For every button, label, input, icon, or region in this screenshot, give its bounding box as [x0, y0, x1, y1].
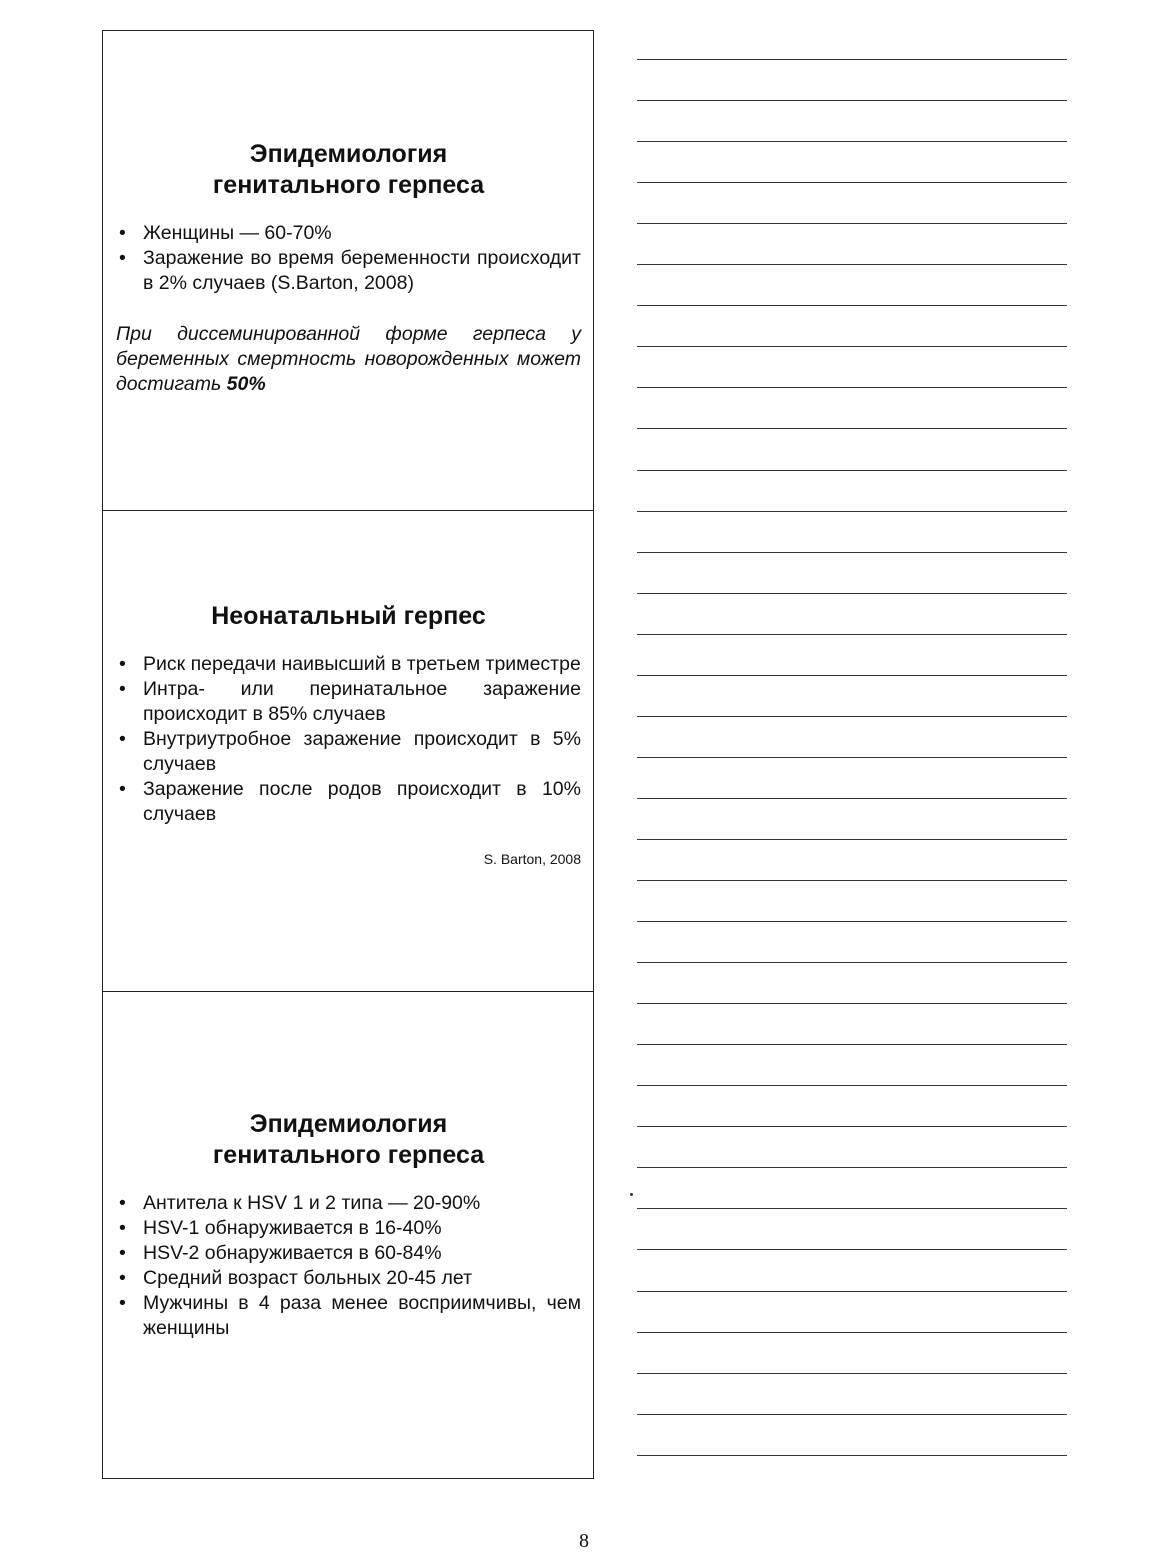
note-line [637, 1249, 1067, 1250]
slide-title-line-1: Неонатальный герпес [211, 602, 486, 630]
slide-title [116, 1109, 581, 1171]
bullet-item: • Мужчины в 4 раза менее восприимчивы, чем женщины [116, 1291, 581, 1341]
page-number: 8 [579, 1530, 589, 1552]
note-line [637, 59, 1067, 60]
note-line [637, 552, 1067, 553]
note-line [637, 346, 1067, 347]
slide-title-line-1: Эпидемиология [249, 140, 448, 168]
notes-lines-area [637, 0, 1067, 1500]
note-line [637, 962, 1067, 963]
note-line [637, 675, 1067, 676]
bullet-list [116, 1191, 581, 1341]
slide-title-line-2: генитального герпеса [212, 171, 485, 199]
bullet-item: • HSV-2 обнаруживается в 60-84% [116, 1241, 581, 1266]
bullet-item: • Заражение после родов происходит в 10% случаев [116, 777, 581, 827]
italic-note-emphasis: 50% [226, 373, 266, 395]
note-line [637, 223, 1067, 224]
note-line [637, 100, 1067, 101]
slide-genital-herpes-epidemiology-1 [103, 31, 593, 510]
note-line [637, 470, 1067, 471]
note-line [637, 1455, 1067, 1456]
note-line [637, 798, 1067, 799]
note-line [637, 1126, 1067, 1127]
citation: S. Barton, 2008 [483, 851, 581, 867]
note-line [637, 1044, 1067, 1045]
note-line [637, 1003, 1067, 1004]
note-line [637, 880, 1067, 881]
slide-title [116, 601, 581, 632]
note-line [637, 305, 1067, 306]
note-line [637, 1167, 1067, 1168]
bullet-item: • Средний возраст больных 20-45 лет [116, 1266, 581, 1291]
slide-title [116, 139, 581, 201]
slide-genital-herpes-epidemiology-2 [103, 991, 593, 1478]
bullet-item: • HSV-1 обнаруживается в 16-40% [116, 1216, 581, 1241]
slide-title-line-2: генитального герпеса [212, 1141, 485, 1169]
print-speck [630, 1193, 633, 1196]
note-line [637, 1373, 1067, 1374]
note-line [637, 716, 1067, 717]
note-line [637, 757, 1067, 758]
note-line [637, 1291, 1067, 1292]
note-line [637, 182, 1067, 183]
note-line [637, 921, 1067, 922]
slides-panel [102, 30, 594, 1479]
note-line [637, 1414, 1067, 1415]
bullet-list [116, 221, 581, 296]
note-line [637, 141, 1067, 142]
bullet-item: • Заражение во время беременности происходит в 2% случаев (S.Barton, 2008) [116, 246, 581, 296]
note-line [637, 839, 1067, 840]
note-line [637, 634, 1067, 635]
note-line [637, 511, 1067, 512]
bullet-list [116, 652, 581, 827]
bullet-item: • Внутриутробное заражение происходит в 5% случаев [116, 727, 581, 777]
slide-title-line-1: Эпидемиология [249, 1110, 448, 1138]
italic-note-text: При диссеминированной форме герпеса у беременных смертность новорожденных может достигать [116, 323, 581, 395]
note-line [637, 593, 1067, 594]
note-line [637, 1085, 1067, 1086]
note-line [637, 428, 1067, 429]
bullet-item: • Риск передачи наивысший в третьем триместре [116, 652, 581, 677]
slide-neonatal-herpes [103, 510, 593, 991]
bullet-item: • Антитела к HSV 1 и 2 типа — 20-90% [116, 1191, 581, 1216]
note-line [637, 1332, 1067, 1333]
note-line [637, 264, 1067, 265]
bullet-item: • Женщины — 60-70% [116, 221, 581, 246]
note-line [637, 387, 1067, 388]
bullet-item: • Интра- или перинатальное заражение происходит в 85% случаев [116, 677, 581, 727]
note-line [637, 1208, 1067, 1209]
italic-note [116, 322, 581, 397]
